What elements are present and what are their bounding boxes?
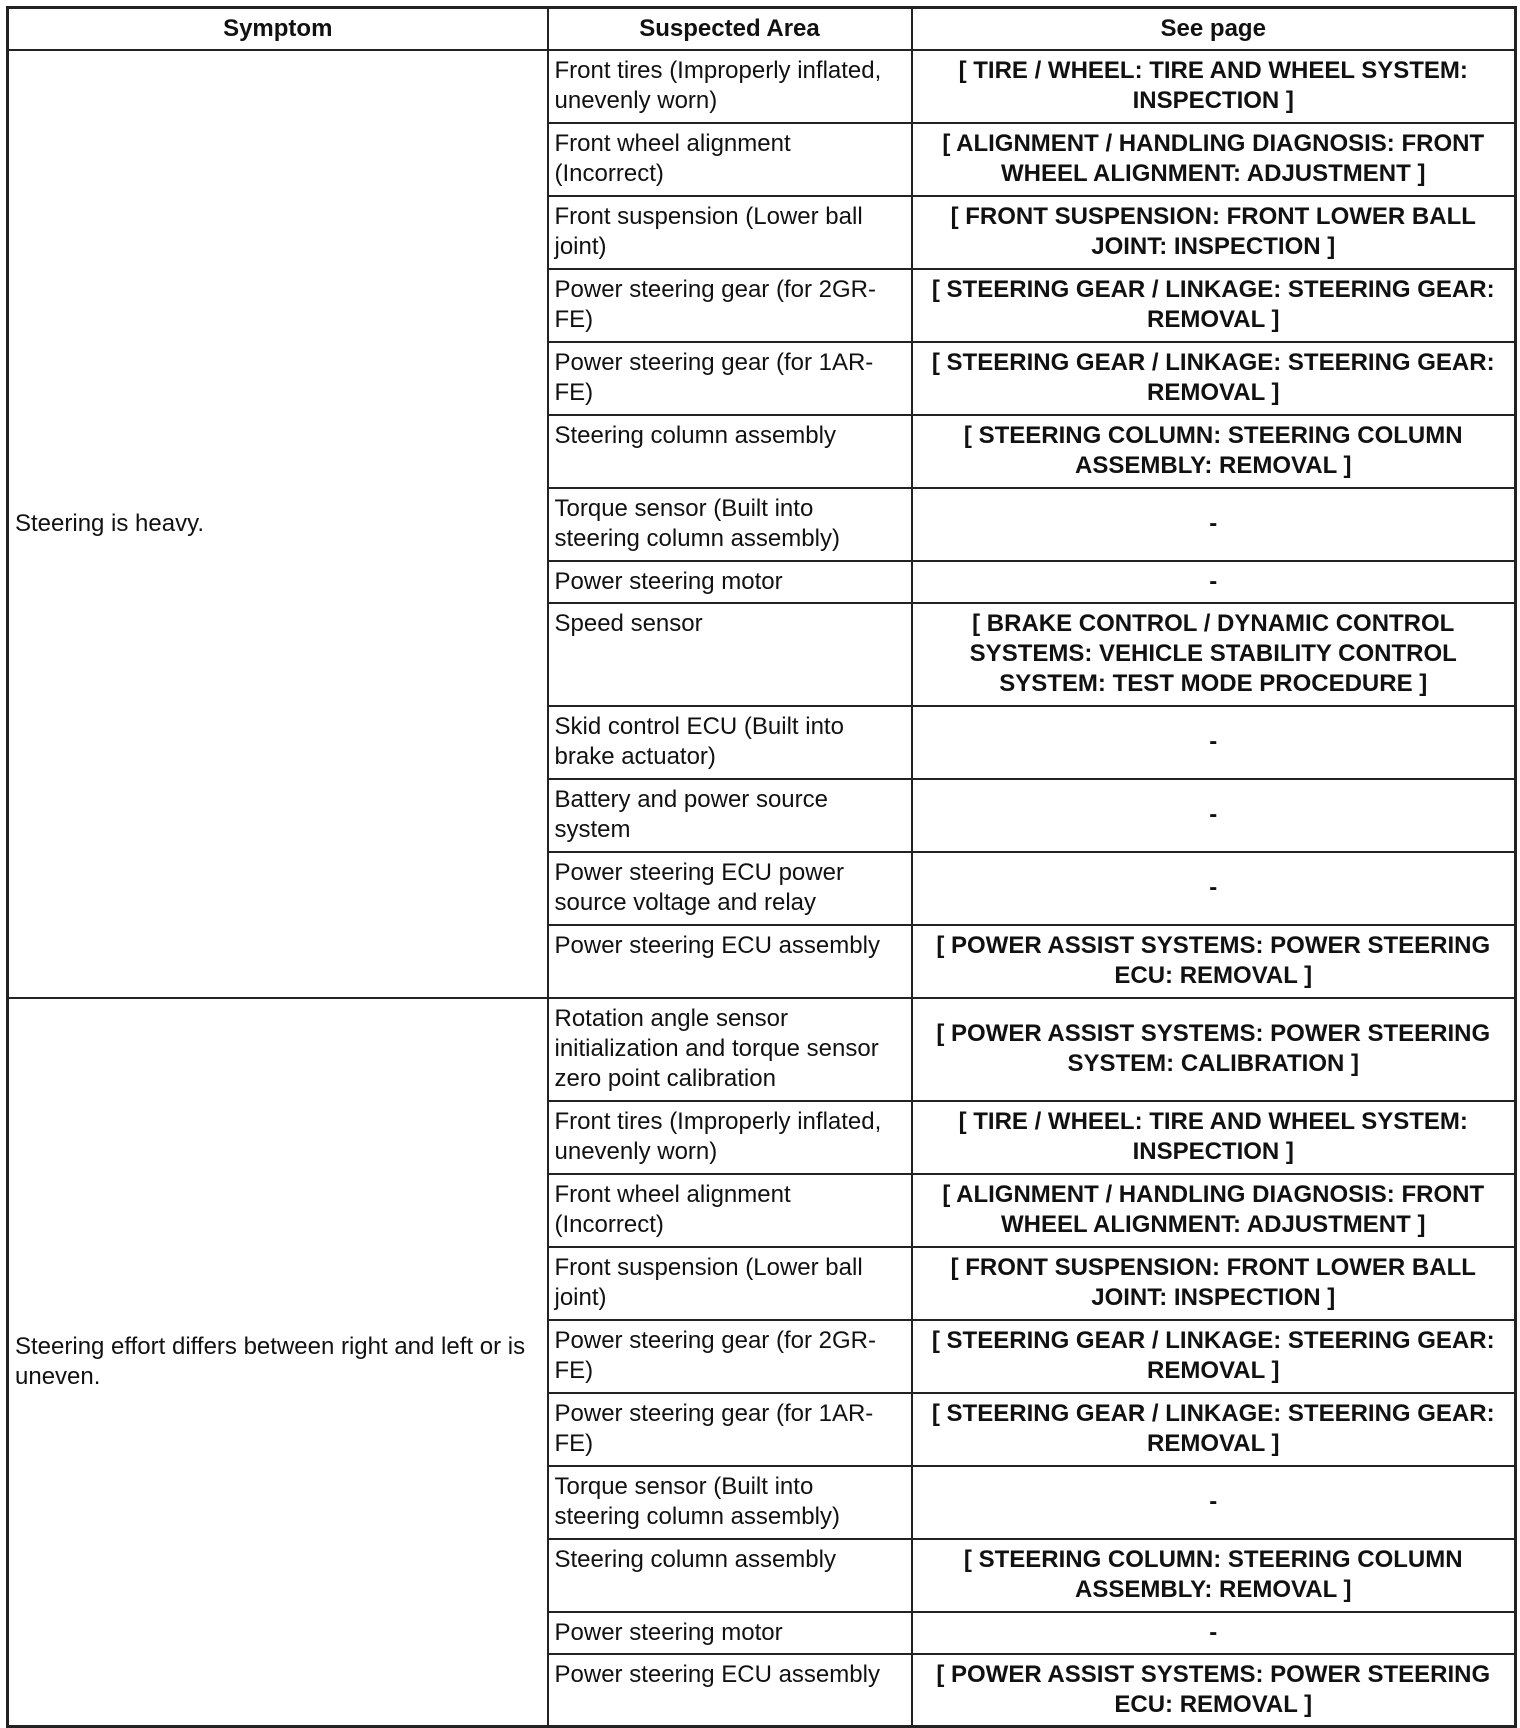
see-page-link[interactable]: [ FRONT SUSPENSION: FRONT LOWER BALL JOINT: INSPECTION ]	[912, 1247, 1516, 1320]
header-suspected-area: Suspected Area	[548, 8, 912, 50]
see-page-link[interactable]: [ TIRE / WHEEL: TIRE AND WHEEL SYSTEM: INSPECTION ]	[912, 50, 1516, 123]
suspected-area-cell: Power steering ECU assembly	[548, 925, 912, 998]
suspected-area-cell: Steering column assembly	[548, 415, 912, 488]
see-page-dash: -	[912, 488, 1516, 561]
see-page-dash: -	[912, 561, 1516, 603]
suspected-area-cell: Battery and power source system	[548, 779, 912, 852]
symptom-cell: Steering effort differs between right and left or is uneven.	[8, 998, 548, 1727]
see-page-link[interactable]: [ STEERING GEAR / LINKAGE: STEERING GEAR: REMOVAL ]	[912, 342, 1516, 415]
see-page-link[interactable]: [ POWER ASSIST SYSTEMS: POWER STEERING ECU: REMOVAL ]	[912, 1654, 1516, 1727]
suspected-area-cell: Front tires (Improperly inflated, unevenly worn)	[548, 50, 912, 123]
see-page-dash: -	[912, 1466, 1516, 1539]
suspected-area-cell: Speed sensor	[548, 603, 912, 706]
suspected-area-cell: Power steering gear (for 2GR-FE)	[548, 1320, 912, 1393]
suspected-area-cell: Power steering ECU assembly	[548, 1654, 912, 1727]
header-row	[8, 8, 1516, 50]
see-page-link[interactable]: [ TIRE / WHEEL: TIRE AND WHEEL SYSTEM: INSPECTION ]	[912, 1101, 1516, 1174]
suspected-area-cell: Steering column assembly	[548, 1539, 912, 1612]
suspected-area-cell: Power steering motor	[548, 1612, 912, 1654]
symptom-cell: Steering is heavy.	[8, 50, 548, 998]
suspected-area-cell: Power steering motor	[548, 561, 912, 603]
see-page-link[interactable]: [ STEERING COLUMN: STEERING COLUMN ASSEMBLY: REMOVAL ]	[912, 415, 1516, 488]
see-page-dash: -	[912, 1612, 1516, 1654]
suspected-area-cell: Rotation angle sensor initialization and torque sensor zero point calibration	[548, 998, 912, 1101]
header-symptom: Symptom	[8, 8, 548, 50]
see-page-link[interactable]: [ FRONT SUSPENSION: FRONT LOWER BALL JOINT: INSPECTION ]	[912, 196, 1516, 269]
suspected-area-cell: Power steering gear (for 2GR-FE)	[548, 269, 912, 342]
suspected-area-cell: Skid control ECU (Built into brake actuator)	[548, 706, 912, 779]
suspected-area-cell: Torque sensor (Built into steering column assembly)	[548, 488, 912, 561]
see-page-dash: -	[912, 779, 1516, 852]
suspected-area-cell: Torque sensor (Built into steering column assembly)	[548, 1466, 912, 1539]
table-row	[8, 998, 1516, 1101]
suspected-area-cell: Power steering gear (for 1AR-FE)	[548, 342, 912, 415]
suspected-area-cell: Front wheel alignment (Incorrect)	[548, 123, 912, 196]
suspected-area-cell: Front suspension (Lower ball joint)	[548, 1247, 912, 1320]
see-page-link[interactable]: [ ALIGNMENT / HANDLING DIAGNOSIS: FRONT WHEEL ALIGNMENT: ADJUSTMENT ]	[912, 1174, 1516, 1247]
see-page-link[interactable]: [ STEERING GEAR / LINKAGE: STEERING GEAR: REMOVAL ]	[912, 269, 1516, 342]
suspected-area-cell: Front suspension (Lower ball joint)	[548, 196, 912, 269]
suspected-area-cell: Front wheel alignment (Incorrect)	[548, 1174, 912, 1247]
see-page-link[interactable]: [ STEERING COLUMN: STEERING COLUMN ASSEMBLY: REMOVAL ]	[912, 1539, 1516, 1612]
suspected-area-cell: Power steering gear (for 1AR-FE)	[548, 1393, 912, 1466]
see-page-dash: -	[912, 706, 1516, 779]
suspected-area-cell: Power steering ECU power source voltage and relay	[548, 852, 912, 925]
see-page-link[interactable]: [ ALIGNMENT / HANDLING DIAGNOSIS: FRONT WHEEL ALIGNMENT: ADJUSTMENT ]	[912, 123, 1516, 196]
header-see-page: See page	[912, 8, 1516, 50]
see-page-dash: -	[912, 852, 1516, 925]
table-row	[8, 50, 1516, 123]
see-page-link[interactable]: [ BRAKE CONTROL / DYNAMIC CONTROL SYSTEMS: VEHICLE STABILITY CONTROL SYSTEM: TEST MODE PROCEDURE ]	[912, 603, 1516, 706]
suspected-area-cell: Front tires (Improperly inflated, unevenly worn)	[548, 1101, 912, 1174]
see-page-link[interactable]: [ STEERING GEAR / LINKAGE: STEERING GEAR: REMOVAL ]	[912, 1320, 1516, 1393]
symptom-table	[6, 6, 1517, 1728]
see-page-link[interactable]: [ POWER ASSIST SYSTEMS: POWER STEERING SYSTEM: CALIBRATION ]	[912, 998, 1516, 1101]
see-page-link[interactable]: [ STEERING GEAR / LINKAGE: STEERING GEAR: REMOVAL ]	[912, 1393, 1516, 1466]
see-page-link[interactable]: [ POWER ASSIST SYSTEMS: POWER STEERING ECU: REMOVAL ]	[912, 925, 1516, 998]
